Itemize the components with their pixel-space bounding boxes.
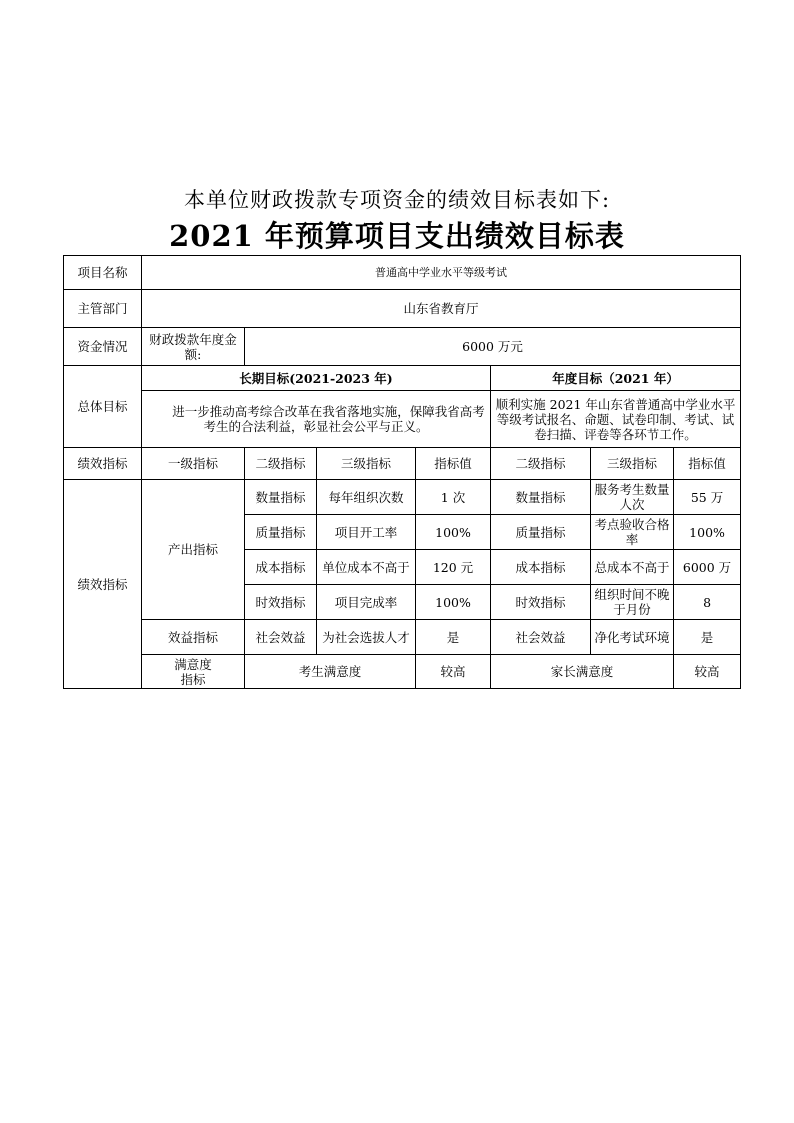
level-2-annual-cell: 成本指标 [491,550,591,585]
output-label: 产出指标 [142,480,245,620]
department-label: 主管部门 [64,290,142,328]
header-indicator: 绩效指标 [64,448,142,480]
level-3-cell: 为社会选拔人才 [317,620,416,655]
parent-satisfaction-value: 较高 [674,655,741,689]
level-3-annual-cell: 总成本不高于 [591,550,674,585]
value-annual-cell: 100% [674,515,741,550]
header-level-3: 三级指标 [317,448,416,480]
header-level-1: 一级指标 [142,448,245,480]
funding-value: 6000 万元 [245,328,741,366]
value-annual-cell: 是 [674,620,741,655]
funding-sub-label: 财政拨款年度金额: [142,328,245,366]
funding-row [64,328,741,366]
long-term-header: 长期目标(2021-2023 年) [142,366,491,391]
level-3-cell: 项目完成率 [317,585,416,620]
header-level-3-annual: 三级指标 [591,448,674,480]
benefit-label: 效益指标 [142,620,245,655]
student-satisfaction-value: 较高 [416,655,491,689]
value-cell: 120 元 [416,550,491,585]
overall-text-row [64,391,741,448]
annual-header: 年度目标（2021 年） [491,366,741,391]
page-title: 2021 年预算项目支出绩效目标表 [169,219,625,253]
level-2-cell: 成本指标 [245,550,317,585]
level-2-cell: 社会效益 [245,620,317,655]
value-cell: 是 [416,620,491,655]
overall-header-row [64,366,741,391]
header-value-annual: 指标值 [674,448,741,480]
student-satisfaction: 考生满意度 [245,655,416,689]
annual-text: 顺利实施 2021 年山东省普通高中学业水平等级考试报名、命题、试卷印制、考试、试卷扫描、评卷等各环节工作。 [491,391,741,448]
performance-table [63,255,741,689]
header-level-2-annual: 二级指标 [491,448,591,480]
level-3-annual-cell: 组织时间不晚于月份 [591,585,674,620]
value-cell: 100% [416,585,491,620]
level-3-cell: 项目开工率 [317,515,416,550]
indicators-label: 绩效指标 [64,480,142,689]
overall-label: 总体目标 [64,366,142,448]
level-2-cell: 时效指标 [245,585,317,620]
indicator-header-row [64,448,741,480]
value-annual-cell: 6000 万 [674,550,741,585]
department-value: 山东省教育厅 [142,290,741,328]
level-2-annual-cell: 时效指标 [491,585,591,620]
level-3-cell: 单位成本不高于 [317,550,416,585]
satisfaction-label: 满意度指标 [142,655,245,689]
value-annual-cell: 55 万 [674,480,741,515]
level-2-annual-cell: 社会效益 [491,620,591,655]
value-cell: 100% [416,515,491,550]
value-annual-cell: 8 [674,585,741,620]
level-3-annual-cell: 服务考生数量人次 [591,480,674,515]
intro-text: 本单位财政拨款专项资金的绩效目标表如下: [183,188,611,212]
level-3-cell: 每年组织次数 [317,480,416,515]
funding-label: 资金情况 [64,328,142,366]
value-cell: 1 次 [416,480,491,515]
level-2-cell: 数量指标 [245,480,317,515]
level-3-annual-cell: 考点验收合格率 [591,515,674,550]
level-2-annual-cell: 数量指标 [491,480,591,515]
project-value: 普通高中学业水平等级考试 [142,256,741,290]
department-row [64,290,741,328]
parent-satisfaction: 家长满意度 [491,655,674,689]
level-2-annual-cell: 质量指标 [491,515,591,550]
project-label: 项目名称 [64,256,142,290]
benefit-row [64,620,741,655]
header-level-2: 二级指标 [245,448,317,480]
satisfaction-row [64,655,741,689]
level-3-annual-cell: 净化考试环境 [591,620,674,655]
level-2-cell: 质量指标 [245,515,317,550]
table-row [64,480,741,515]
header-value: 指标值 [416,448,491,480]
long-term-text: 进一步推动高考综合改革在我省落地实施，保障我省高考考生的合法利益，彰显社会公平与正义。 [142,391,491,448]
project-row [64,256,741,290]
